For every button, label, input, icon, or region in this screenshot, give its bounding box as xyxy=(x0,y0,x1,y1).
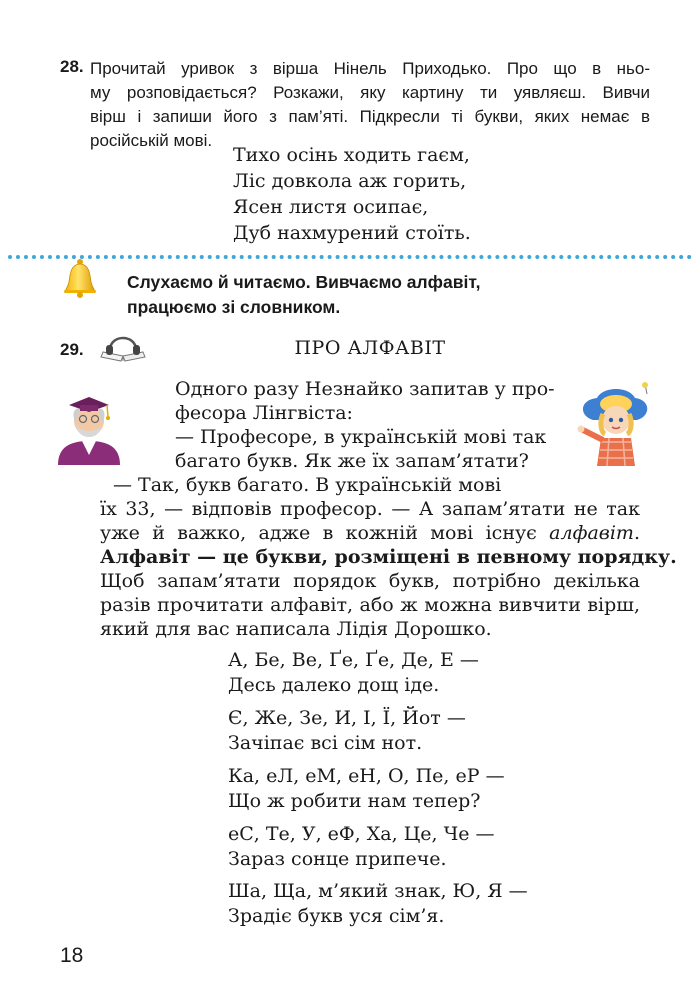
stanza-rhyme: Що ж робити нам тепер? xyxy=(228,790,481,812)
headphones-book-icon xyxy=(98,330,148,364)
exercise-28-line: му розповідається? Розкажи, яку картину ти уявляєш. Вивчи xyxy=(90,83,650,102)
alphabet-definition: Алфавіт — це букви, розміщені в певному порядку. xyxy=(100,546,677,568)
exercise-28-line: вірш і запиши його з пам’яті. Підкресли ті букви, яких немає в xyxy=(90,107,650,126)
story-line: Одного разу Незнайко запитав у про- xyxy=(175,378,555,400)
story-line-with-term xyxy=(100,521,640,545)
story-paragraph xyxy=(100,497,677,641)
story-line: багато букв. Як же їх запам’ятати? xyxy=(175,450,529,472)
story-line: який для вас написала Лідія Дорошко. xyxy=(100,618,492,640)
professor-illustration xyxy=(52,385,126,465)
poem-line: Дуб нахмурений стоїть. xyxy=(233,222,471,244)
stanza-letters: еС, Те, У, еФ, Ха, Це, Че — xyxy=(228,823,495,845)
stanza-letters: А, Бе, Ве, Ґе, Ґе, Де, Е — xyxy=(228,649,479,671)
story-line-end: . xyxy=(633,522,640,544)
page-number: 18 xyxy=(60,944,84,967)
poem-line: Ясен листя осипає, xyxy=(233,196,429,218)
stanza-letters: Ша, Ща, м’який знак, Ю, Я — xyxy=(228,880,528,902)
stanza-rhyme: Зачіпає всі сім нот. xyxy=(228,732,423,754)
exercise-29-title: ПРО АЛФАВІТ xyxy=(294,337,446,359)
exercise-28-line: російській мові. xyxy=(90,131,213,150)
section-divider xyxy=(8,255,692,259)
story-line-start: уже й важко, адже в кожній мові існує xyxy=(100,522,550,544)
stanza-rhyme: Зараз сонце припече. xyxy=(228,848,447,870)
exercise-29-number: 29. xyxy=(60,340,84,359)
story-line: фесора Лінгвіста: xyxy=(175,402,353,424)
alphabet-stanza xyxy=(228,764,505,814)
autumn-poem xyxy=(233,142,471,246)
exercise-28-number: 28. xyxy=(60,57,84,76)
child-illustration xyxy=(573,380,659,466)
story-paragraph xyxy=(175,425,546,473)
instruction-line: Слухаємо й читаємо. Вивчаємо алфавіт, xyxy=(127,272,481,292)
stanza-rhyme: Десь далеко дощ іде. xyxy=(228,674,440,696)
poem-line: Ліс довкола аж горить, xyxy=(233,170,467,192)
instruction-line: працюємо зі словником. xyxy=(127,297,341,317)
story-paragraph xyxy=(113,473,501,497)
exercise-28-line: Прочитай уривок з вірша Нінель Приходько. Про що в ньо- xyxy=(90,59,650,78)
alphabet-stanza xyxy=(228,879,528,929)
stanza-letters: Є, Же, Зе, И, І, Ї, Йот — xyxy=(228,707,466,729)
alphabet-stanza xyxy=(228,706,466,756)
story-line: — Так, букв багато. В українській мові xyxy=(113,474,502,496)
story-line: їх 33, — відповів професор. — А запам’ятати не так xyxy=(100,498,640,520)
alphabet-term: алфавіт xyxy=(549,522,634,544)
story-line: Щоб запам’ятати порядок букв, потрібно декілька xyxy=(100,570,640,592)
exercise-28-text xyxy=(90,57,650,153)
alphabet-stanza xyxy=(228,648,479,698)
story-line: разів прочитати алфавіт, або ж можна вивчити вірш, xyxy=(100,594,640,616)
story-paragraph xyxy=(175,377,555,425)
stanza-letters: Ка, еЛ, еМ, еН, О, Пе, еР — xyxy=(228,765,505,787)
instruction-text xyxy=(127,270,597,320)
bell-icon xyxy=(63,258,97,298)
poem-line: Тихо осінь ходить гаєм, xyxy=(233,144,470,166)
stanza-rhyme: Зрадіє букв уся сім’я. xyxy=(228,905,445,927)
alphabet-stanza xyxy=(228,822,495,872)
story-line: — Професоре, в українській мові так xyxy=(175,426,547,448)
